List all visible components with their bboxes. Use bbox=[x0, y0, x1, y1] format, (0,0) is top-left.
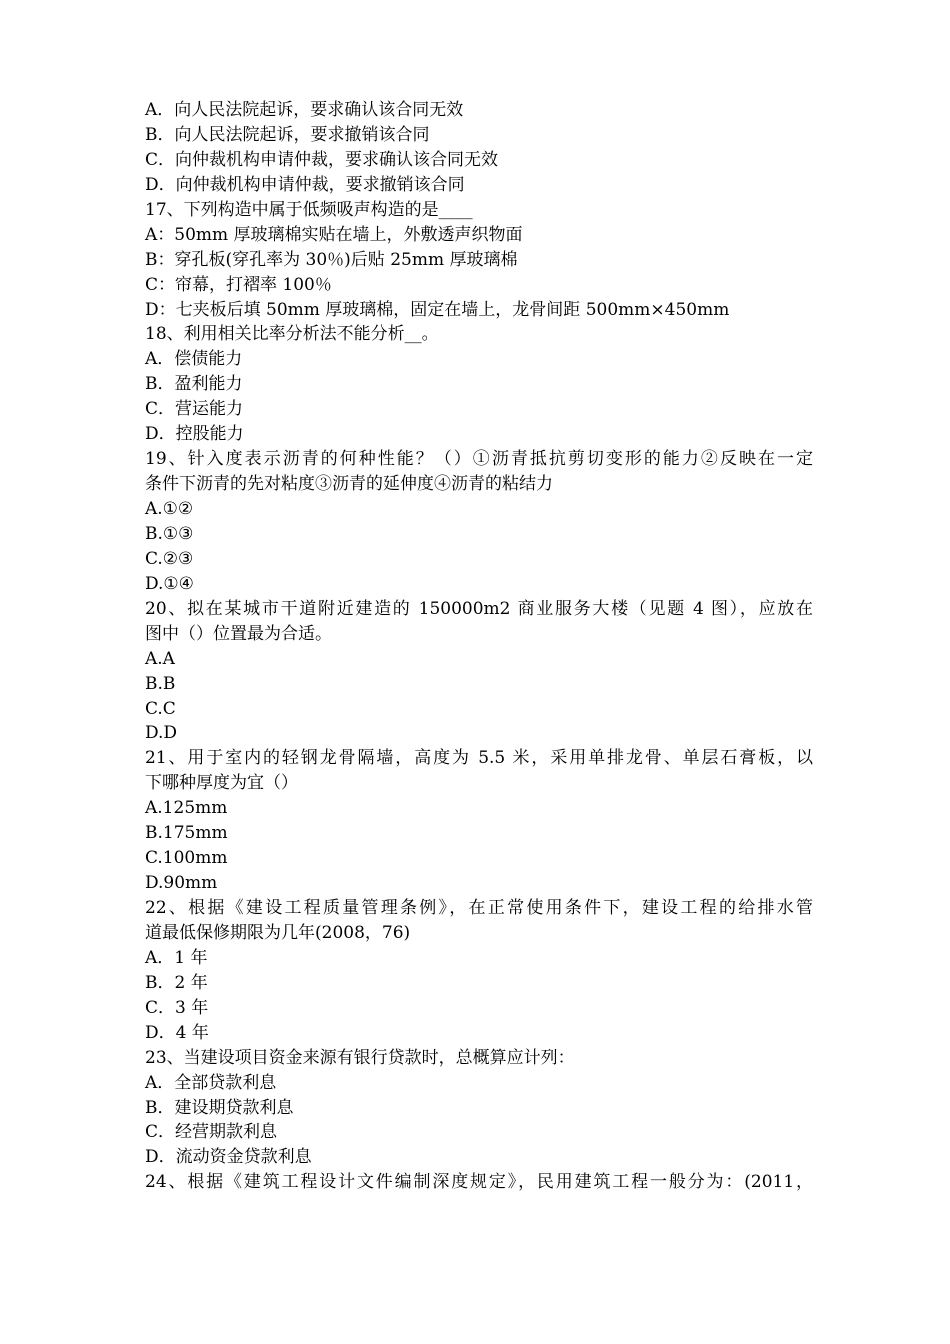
question-18: 18、利用相关比率分析法不能分析__。 bbox=[145, 324, 439, 345]
option-b-q21: B.175mm bbox=[145, 823, 228, 844]
option-b-q17: B：穿孔板(穿孔率为 30％)后贴 25mm 厚玻璃棉 bbox=[145, 249, 518, 270]
option-b-q22: B．2 年 bbox=[145, 972, 208, 993]
option-b-q23: B．建设期贷款利息 bbox=[145, 1097, 294, 1118]
option-a-q21: A.125mm bbox=[145, 798, 228, 819]
option-d-q19: D.①④ bbox=[145, 573, 194, 594]
document-body bbox=[145, 98, 813, 1195]
question-19-line-1: 19、针入度表示沥青的何种性能？（）①沥青抵抗剪切变形的能力②反映在一定 bbox=[145, 449, 813, 470]
option-d-q21: D.90mm bbox=[145, 873, 218, 894]
option-b-q19: B.①③ bbox=[145, 523, 194, 544]
option-c-q17: C：帘幕，打褶率 100％ bbox=[145, 274, 332, 295]
option-a-q22: A．1 年 bbox=[145, 947, 208, 968]
question-24-line-1: 24、根据《建筑工程设计文件编制深度规定》，民用建筑工程一般分为：(2011， bbox=[145, 1172, 813, 1193]
option-a-q19: A.①② bbox=[145, 499, 194, 519]
option-c-q23: C．经营期款利息 bbox=[145, 1122, 278, 1143]
option-a-q20: A.A bbox=[145, 648, 175, 669]
option-d-q18: D．控股能力 bbox=[145, 424, 244, 445]
option-a-q23: A．全部贷款利息 bbox=[145, 1072, 277, 1093]
option-a-q17: A：50mm 厚玻璃棉实贴在墙上，外敷透声织物面 bbox=[145, 224, 523, 245]
question-22-line-2: 道最低保修期限为几年(2008，76) bbox=[145, 922, 411, 943]
option-d-q20: D.D bbox=[145, 723, 178, 744]
option-c-q18: C．营运能力 bbox=[145, 399, 244, 420]
option-c-q19: C.②③ bbox=[145, 548, 194, 569]
option-b-q18: B．盈利能力 bbox=[145, 374, 243, 395]
question-21-line-1: 21、用于室内的轻钢龙骨隔墙，高度为 5.5 米，采用单排龙骨、单层石膏板，以 bbox=[145, 748, 813, 769]
option-b-q20: B.B bbox=[145, 673, 176, 694]
option-d-q16: D．向仲裁机构申请仲裁，要求撤销该合同 bbox=[145, 174, 465, 195]
option-d-q17: D：七夹板后填 50mm 厚玻璃棉，固定在墙上，龙骨间距 500mm×450mm bbox=[145, 299, 730, 320]
option-c-q22: C．3 年 bbox=[145, 997, 209, 1018]
option-c-q20: C.C bbox=[145, 698, 176, 719]
question-22-line-1: 22、根据《建设工程质量管理条例》，在正常使用条件下，建设工程的给排水管 bbox=[145, 898, 813, 918]
option-d-q23: D．流动资金贷款利息 bbox=[145, 1147, 312, 1168]
option-a-q16: A．向人民法院起诉，要求确认该合同无效 bbox=[145, 100, 464, 120]
question-17: 17、下列构造中属于低频吸声构造的是____ bbox=[145, 199, 473, 220]
option-c-q16: C．向仲裁机构申请仲裁，要求确认该合同无效 bbox=[145, 149, 499, 170]
option-a-q18: A．偿债能力 bbox=[145, 349, 243, 370]
question-19-line-2: 条件下沥青的先对粘度③沥青的延伸度④沥青的粘结力 bbox=[145, 474, 553, 495]
option-b-q16: B．向人民法院起诉，要求撤销该合同 bbox=[145, 124, 430, 145]
question-20-line-2: 图中（）位置最为合适。 bbox=[145, 623, 332, 644]
option-c-q21: C.100mm bbox=[145, 848, 228, 869]
option-d-q22: D．4 年 bbox=[145, 1022, 209, 1043]
question-20-line-1: 20、拟在某城市干道附近建造的 150000m2 商业服务大楼（见题 4 图），应放在 bbox=[145, 598, 813, 619]
question-23: 23、当建设项目资金来源有银行贷款时，总概算应计列： bbox=[145, 1047, 575, 1068]
question-21-line-2: 下哪种厚度为宜（） bbox=[145, 773, 298, 794]
